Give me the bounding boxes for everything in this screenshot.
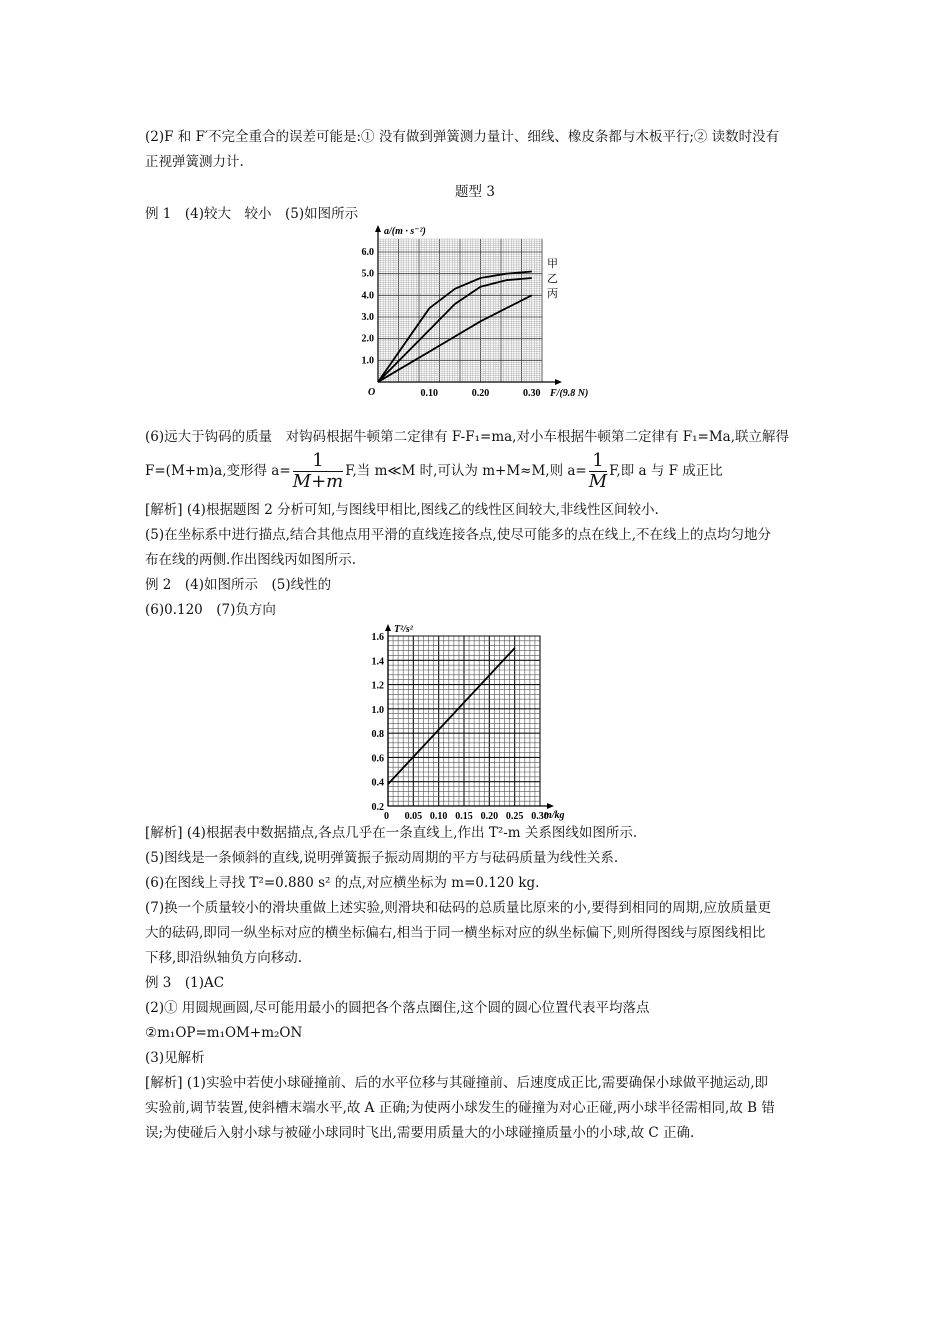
example-2-heading: 例 2 (4)如图所示 (5)线性的 [145,577,332,593]
x-tick-label: 0.20 [480,811,499,822]
analysis-line: 下移,即沿纵轴负方向移动. [145,950,303,966]
text-line: (6)远大于钩码的质量 对钩码根据牛顿第二定律有 F-F₁=ma,对小车根据牛顿第二定律有 F₁=Ma,联立解得 [145,429,790,445]
y-tick-label: 1.4 [371,656,384,668]
x-axis-arrow [555,379,562,385]
y-tick-label: 6.0 [361,247,374,258]
y-tick-label: 1.2 [371,680,384,692]
analysis-line: 误;为使碰后入射小球与被碰小球同时飞出,需要用质量大的小球碰撞质量小的小球,故 C 正确. [145,1125,695,1141]
x-tick-label: 0.25 [505,811,524,822]
y-tick-label: 5.0 [361,268,374,280]
fraction [293,451,344,492]
text-line: (2)① 用圆规画圆,尽可能用最小的圆把各个落点圈住,这个圆的圆心位置代表平均落点 [145,1000,650,1016]
analysis-line: 大的砝码,即同一纵坐标对应的横坐标偏右,相当于同一横坐标对应的纵坐标偏下,则所得图线与原图线相比 [145,925,766,941]
x-tick-label: 0.30 [523,388,541,399]
y-tick-label: 0.6 [371,753,384,765]
x-tick-label: 0.15 [455,811,473,822]
x-tick-label: 0.05 [404,811,423,822]
analysis-line: (5)在坐标系中进行描点,结合其他点用平滑的直线连接各点,使尽可能多的点在线上,不在线上的点均匀地分 [145,527,771,543]
y-tick-label: 3.0 [361,312,374,323]
series-label: 甲 [547,258,558,270]
text-line: ②m₁OP=m₁OM+m₂ON [145,1025,303,1041]
y-axis-arrow [375,225,381,232]
y-tick-label: 0.2 [371,802,384,813]
chart-period-mass [345,618,595,823]
chart-acceleration-force [345,222,605,404]
section-title: 题型 3 [455,184,495,200]
analysis-line: 布在线的两侧.作出图线丙如图所示. [145,552,357,568]
x-tick-label: 0.10 [429,811,448,822]
analysis-line: (7)换一个质量较小的滑块重做上述实验,则滑块和砝码的总质量比原来的小,要得到相同的周期,应放质量更 [145,900,771,916]
analysis-line: 实验前,调节装置,使斜槽末端水平,故 A 正确;为使两小球发生的碰撞为对心正碰,两小球半径需相同,故 B 错 [145,1100,775,1116]
y-tick-label: 1.6 [371,632,384,643]
y-axis-label: a/(m · s⁻²) [384,226,426,237]
formula-text: F=(M+m)a,变形得 a= [145,463,291,479]
y-tick-label: 0.4 [371,777,384,789]
formula-text: F,当 m≪M 时,可认为 m+M≈M,则 a= [345,463,587,479]
analysis-line: (5)图线是一条倾斜的直线,说明弹簧振子振动周期的平方与砝码质量为线性关系. [145,850,619,866]
analysis-line: [解析] (1)实验中若使小球碰撞前、后的水平位移与其碰撞前、后速度成正比,需要确保小球做平抛运动,即 [145,1075,769,1091]
analysis-line: (6)在图线上寻找 T²=0.880 s² 的点,对应横坐标为 m=0.120 kg. [145,875,540,891]
y-tick-label: 1.0 [371,704,384,716]
formula-line [145,450,810,492]
origin-label: O [368,387,376,398]
origin-label: 0 [384,811,389,822]
example-2-heading: (6)0.120 (7)负方向 [145,602,276,618]
y-tick-label: 0.8 [371,729,384,741]
y-axis-arrow [385,624,391,631]
fraction-numerator: 1 [312,450,324,471]
y-tick-label: 1.0 [361,355,374,367]
x-tick-label: 0.20 [471,388,490,399]
x-axis-arrow [547,803,554,809]
series-label: 乙 [547,273,558,285]
x-axis-label: F/(9.8 N) [550,388,589,399]
formula-text: F,即 a 与 F 成正比 [609,463,723,479]
fraction-denominator: M [588,471,608,492]
text-line: (2)F 和 F′不完全重合的误差可能是:① 没有做到弹簧测力量计、细线、橡皮条都与木板平行;② 读数时没有 [145,129,780,145]
x-tick-label: 0.30 [531,811,549,822]
y-tick-label: 2.0 [361,333,374,345]
x-tick-label: 0.10 [420,388,438,399]
analysis-line: [解析] (4)根据表中数据描点,各点几乎在一条直线上,作出 T²-m 关系图线如图所示. [145,825,638,841]
x-axis-label: m/kg [544,810,565,821]
fraction-denominator: M+m [292,471,344,492]
y-axis-label: T²/s² [394,624,413,635]
fraction-numerator: 1 [592,450,604,471]
example-3-heading: 例 3 (1)AC [145,975,225,991]
series-label: 丙 [547,288,558,300]
fraction [589,451,607,492]
analysis-line: [解析] (4)根据题图 2 分析可知,与图线甲相比,图线乙的线性区间较大,非线性区间较小. [145,502,659,518]
text-line: 正视弹簧测力计. [145,154,244,170]
example-1-heading: 例 1 (4)较大 较小 (5)如图所示 [145,206,359,222]
y-tick-label: 4.0 [361,290,374,302]
text-line: (3)见解析 [145,1050,205,1066]
